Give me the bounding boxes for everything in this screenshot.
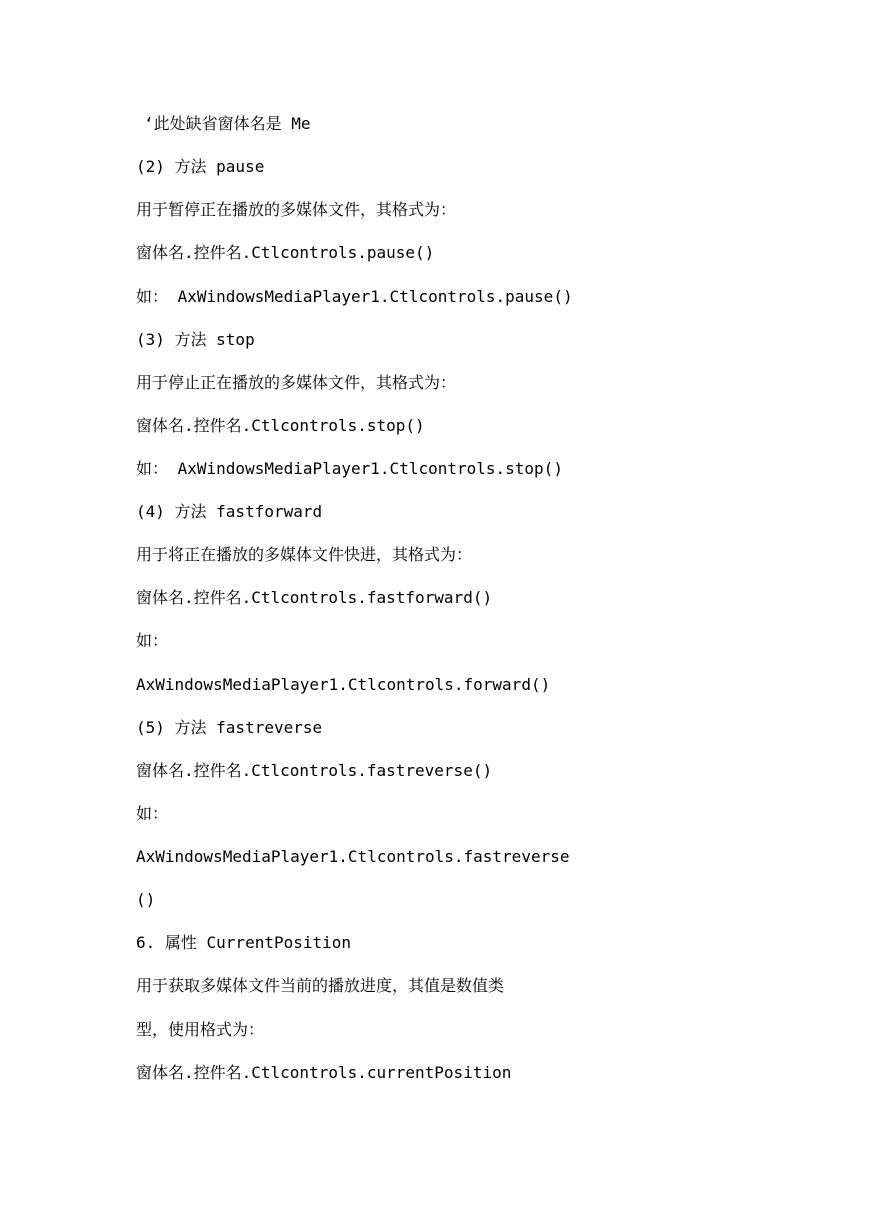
text-line-pause-description: 用于暂停正在播放的多媒体文件，其格式为： [136, 200, 457, 219]
text-line-currentposition-description: 用于获取多媒体文件当前的播放进度，其值是数值类 [136, 976, 505, 995]
code-line-fastreverse-example: AxWindowsMediaPlayer1.Ctlcontrols.fastreverse [136, 847, 570, 866]
code-line-fastreverse-example-continued: () [136, 890, 156, 909]
heading-method-fastreverse: (5) 方法 fastreverse [136, 718, 323, 737]
text-line-example-label: 如： [136, 631, 169, 650]
text-line-fastforward-description: 用于将正在播放的多媒体文件快进，其格式为： [136, 545, 473, 564]
heading-method-pause: (2) 方法 pause [136, 157, 265, 176]
text-line-currentposition-description-continued: 型，使用格式为： [136, 1020, 265, 1039]
code-line-fastreverse-format: 窗体名.控件名.Ctlcontrols.fastreverse() [136, 761, 493, 780]
code-line-currentposition-format: 窗体名.控件名.Ctlcontrols.currentPosition [136, 1063, 512, 1082]
code-line-forward-example: AxWindowsMediaPlayer1.Ctlcontrols.forward() [136, 675, 551, 694]
code-line-fastforward-format: 窗体名.控件名.Ctlcontrols.fastforward() [136, 588, 493, 607]
code-line-pause-format: 窗体名.控件名.Ctlcontrols.pause() [136, 243, 435, 262]
text-line-default-form-note: ‘此处缺省窗体名是 Me [144, 114, 311, 133]
text-line-stop-description: 用于停止正在播放的多媒体文件，其格式为： [136, 373, 457, 392]
code-line-pause-example: 如： AxWindowsMediaPlayer1.Ctlcontrols.pause() [136, 287, 573, 306]
heading-property-currentposition: 6. 属性 CurrentPosition [136, 933, 352, 952]
code-line-stop-format: 窗体名.控件名.Ctlcontrols.stop() [136, 416, 425, 435]
code-line-stop-example: 如： AxWindowsMediaPlayer1.Ctlcontrols.stop() [136, 459, 563, 478]
heading-method-fastforward: (4) 方法 fastforward [136, 502, 323, 521]
text-line-example-label: 如： [136, 804, 169, 823]
heading-method-stop: (3) 方法 stop [136, 330, 255, 349]
